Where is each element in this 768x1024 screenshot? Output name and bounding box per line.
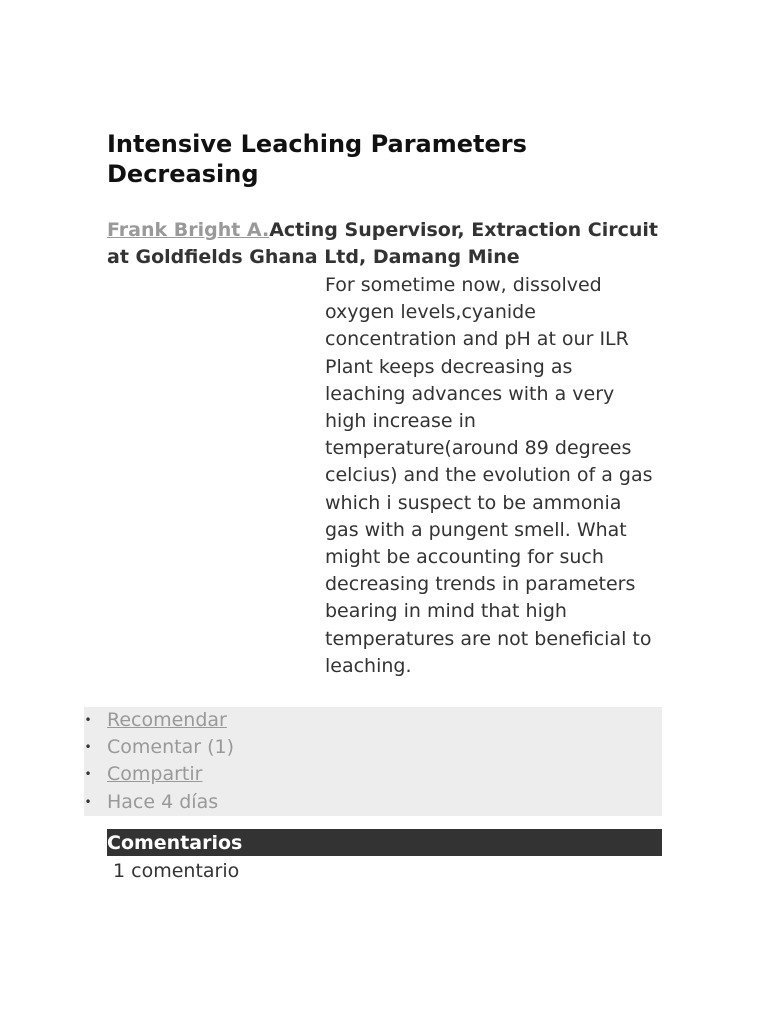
recommend-item xyxy=(84,707,662,734)
post-body: For sometime now, dissolved oxygen levels,cyanide concentration and pH at our ILR Plant keeps decreasing as leaching advances with a very high increase in temperature(around 89 degrees celcius) and the evolution of a gas which i suspect to be ammonia gas with a pungent smell. What might be accounting for such decreasing trends in parameters bearing in mind that high temperatures are not beneficial to leaching. xyxy=(325,274,653,677)
bullet-icon: • xyxy=(84,713,92,727)
recommend-link[interactable]: Recomendar xyxy=(107,709,227,731)
author-link[interactable]: Frank Bright A. xyxy=(107,219,270,241)
post-time: Hace 4 días xyxy=(107,790,219,813)
time-item xyxy=(84,789,662,816)
comments-header: Comentarios xyxy=(107,829,662,856)
post-actions xyxy=(84,707,662,816)
comment-count-label: Comentar (1) xyxy=(107,736,234,759)
actions-list xyxy=(84,707,662,816)
share-link[interactable]: Compartir xyxy=(107,763,203,786)
share-item xyxy=(84,761,662,788)
comment-item xyxy=(84,734,662,761)
author-role: Acting Supervisor, Extraction Circuit at Goldfields Ghana Ltd, Damang Mine xyxy=(107,219,659,268)
bullet-icon: • xyxy=(84,794,92,809)
bullet-icon: • xyxy=(84,767,92,782)
author-line xyxy=(107,217,667,271)
post-title: Intensive Leaching Parameters Decreasing xyxy=(107,130,527,188)
comments-count: 1 comentario xyxy=(113,860,240,882)
bullet-icon: • xyxy=(84,740,92,755)
